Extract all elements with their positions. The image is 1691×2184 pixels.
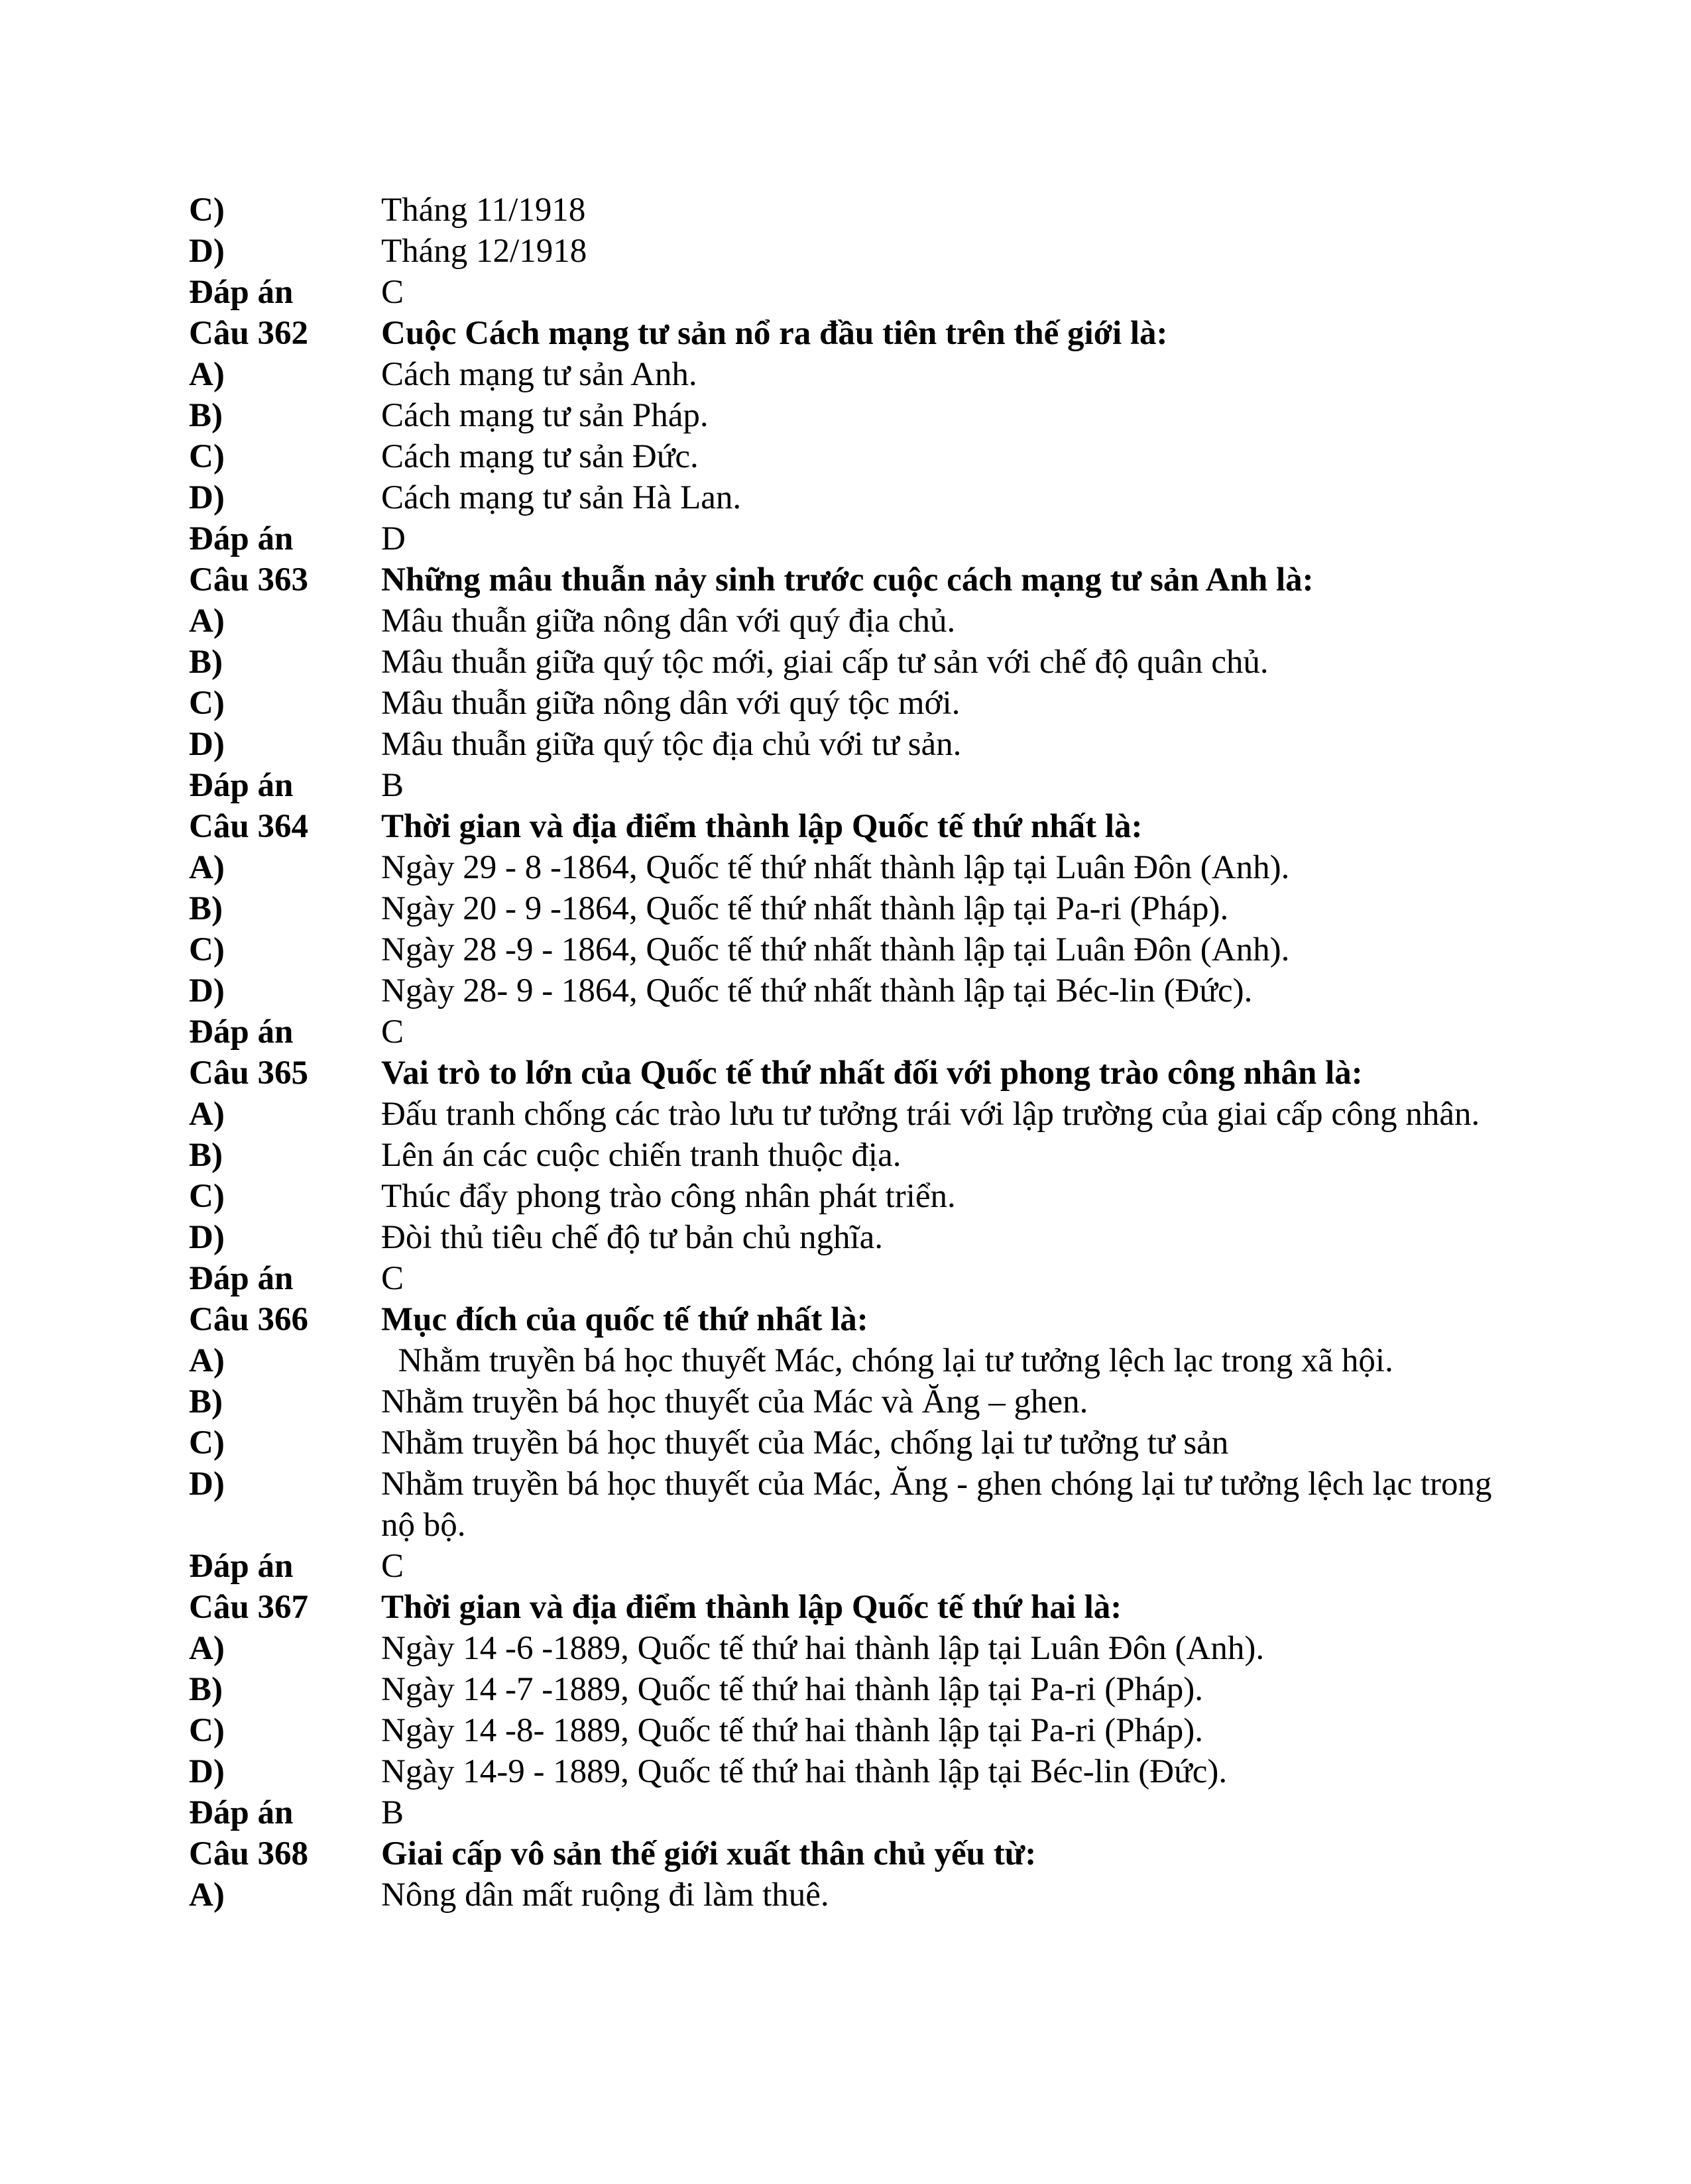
option-text: Ngày 29 - 8 -1864, Quốc tế thứ nhất thành lập tại Luân Đôn (Anh). <box>381 849 1290 886</box>
answer-label: Đáp án <box>189 1260 294 1297</box>
option-text: Nhằm truyền bá học thuyết của Mác, chống lại tư tưởng tư sản <box>381 1424 1229 1462</box>
option-letter: C) <box>189 1712 225 1749</box>
option-letter: D) <box>189 726 225 763</box>
option-text: Ngày 28- 9 - 1864, Quốc tế thứ nhất thành lập tại Béc-lin (Đức). <box>381 972 1253 1009</box>
option-row <box>189 1751 1515 1792</box>
question-row <box>189 313 1515 354</box>
option-text: Nông dân mất ruộng đi làm thuê. <box>381 1876 829 1914</box>
answer-value: B <box>381 767 404 804</box>
question-row <box>189 1833 1515 1874</box>
option-text: Ngày 28 -9 - 1864, Quốc tế thứ nhất thành lập tại Luân Đôn (Anh). <box>381 931 1290 968</box>
option-letter: D) <box>189 1219 225 1256</box>
question-number: Câu 366 <box>189 1301 308 1338</box>
option-letter: A) <box>189 1096 225 1133</box>
option-letter: D) <box>189 1753 225 1790</box>
answer-value: C <box>381 1548 404 1585</box>
option-letter: D) <box>189 972 225 1009</box>
option-row <box>189 929 1515 970</box>
option-row <box>189 642 1515 683</box>
option-text: Nhằm truyền bá học thuyết của Mác và Ăng – ghen. <box>381 1383 1088 1420</box>
answer-row <box>189 765 1515 806</box>
option-row <box>189 683 1515 724</box>
option-row <box>189 888 1515 929</box>
option-letter: A) <box>189 1342 225 1379</box>
answer-label: Đáp án <box>189 520 294 557</box>
answer-label: Đáp án <box>189 1548 294 1585</box>
option-letter: D) <box>189 1466 225 1503</box>
option-letter: C) <box>189 685 225 722</box>
question-text: Thời gian và địa điểm thành lập Quốc tế thứ nhất là: <box>381 808 1143 845</box>
option-text: Ngày 14 -6 -1889, Quốc tế thứ hai thành lập tại Luân Đôn (Anh). <box>381 1630 1265 1667</box>
answer-label: Đáp án <box>189 1794 294 1831</box>
option-text: Cách mạng tư sản Anh. <box>381 356 697 393</box>
question-number: Câu 368 <box>189 1835 308 1872</box>
question-number: Câu 367 <box>189 1589 308 1626</box>
option-text: Mâu thuẫn giữa nông dân với quý địa chủ. <box>381 603 956 640</box>
question-number: Câu 365 <box>189 1055 308 1092</box>
question-text: Những mâu thuẫn nảy sinh trước cuộc cách mạng tư sản Anh là: <box>381 561 1314 599</box>
option-row <box>189 1628 1515 1669</box>
question-number: Câu 364 <box>189 808 308 845</box>
option-letter: A) <box>189 1876 225 1914</box>
option-text: Đấu tranh chống các trào lưu tư tưởng trái với lập trường của giai cấp công nhân. <box>381 1096 1480 1133</box>
answer-value: D <box>381 520 406 557</box>
answer-label: Đáp án <box>189 1013 294 1051</box>
question-text: Thời gian và địa điểm thành lập Quốc tế thứ hai là: <box>381 1589 1122 1626</box>
question-row <box>189 1587 1515 1628</box>
option-text: Ngày 14 -7 -1889, Quốc tế thứ hai thành lập tại Pa-ri (Pháp). <box>381 1671 1204 1708</box>
option-text: Cách mạng tư sản Pháp. <box>381 397 709 434</box>
option-letter: B) <box>189 397 223 434</box>
option-letter: A) <box>189 603 225 640</box>
answer-value: B <box>381 1794 404 1831</box>
option-letter: C) <box>189 438 225 475</box>
option-text: Mâu thuẫn giữa quý tộc mới, giai cấp tư sản với chế độ quân chủ. <box>381 644 1269 681</box>
option-text: Ngày 20 - 9 -1864, Quốc tế thứ nhất thành lập tại Pa-ri (Pháp). <box>381 890 1229 927</box>
option-letter: D) <box>189 479 225 516</box>
option-text: Tháng 12/1918 <box>381 233 587 270</box>
option-row <box>189 395 1515 436</box>
answer-row <box>189 1011 1515 1053</box>
option-row <box>189 1340 1515 1381</box>
question-text: Cuộc Cách mạng tư sản nổ ra đầu tiên trên thế giới là: <box>381 315 1168 352</box>
option-text: Mâu thuẫn giữa nông dân với quý tộc mới. <box>381 685 961 722</box>
question-text: Mục đích của quốc tế thứ nhất là: <box>381 1301 868 1338</box>
option-row <box>189 1217 1515 1258</box>
option-text: Đòi thủ tiêu chế độ tư bản chủ nghĩa. <box>381 1219 884 1256</box>
answer-row <box>189 518 1515 559</box>
option-row <box>189 970 1515 1011</box>
option-letter: A) <box>189 356 225 393</box>
question-text: Vai trò to lớn của Quốc tế thứ nhất đối với phong trào công nhân là: <box>381 1055 1363 1092</box>
option-letter: B) <box>189 1383 223 1420</box>
option-row <box>189 1094 1515 1135</box>
option-text: Lên án các cuộc chiến tranh thuộc địa. <box>381 1137 902 1174</box>
option-letter: D) <box>189 233 225 270</box>
answer-value: C <box>381 274 404 311</box>
option-row <box>189 1874 1515 1916</box>
option-text: Nhằm truyền bá học thuyết Mác, chóng lại tư tưởng lệch lạc trong xã hội. <box>381 1342 1393 1379</box>
option-letter: A) <box>189 849 225 886</box>
option-text: Cách mạng tư sản Đức. <box>381 438 699 475</box>
option-letter: C) <box>189 931 225 968</box>
option-text: Cách mạng tư sản Hà Lan. <box>381 479 742 516</box>
option-row <box>189 1381 1515 1422</box>
answer-row <box>189 1258 1515 1299</box>
option-letter: B) <box>189 644 223 681</box>
answer-row <box>189 1546 1515 1587</box>
option-row <box>189 1422 1515 1464</box>
option-row <box>189 190 1515 231</box>
option-row <box>189 1710 1515 1751</box>
option-row <box>189 847 1515 888</box>
option-row <box>189 477 1515 518</box>
option-row <box>189 231 1515 272</box>
option-letter: B) <box>189 1671 223 1708</box>
answer-value: C <box>381 1260 404 1297</box>
question-list <box>189 190 1515 1916</box>
option-letter: B) <box>189 1137 223 1174</box>
option-row <box>189 436 1515 477</box>
option-row <box>189 601 1515 642</box>
question-row <box>189 806 1515 847</box>
question-number: Câu 362 <box>189 315 308 352</box>
option-row <box>189 1176 1515 1217</box>
answer-value: C <box>381 1013 404 1051</box>
option-text: Nhằm truyền bá học thuyết của Mác, Ăng - ghen chóng lại tư tưởng lệch lạc trong nộ bộ. <box>381 1466 1501 1544</box>
question-text: Giai cấp vô sản thế giới xuất thân chủ yếu từ: <box>381 1835 1037 1872</box>
option-row <box>189 1669 1515 1710</box>
option-letter: C) <box>189 1424 225 1462</box>
option-row <box>189 354 1515 395</box>
option-letter: B) <box>189 890 223 927</box>
option-text: Thúc đẩy phong trào công nhân phát triển. <box>381 1178 956 1215</box>
option-text: Mâu thuẫn giữa quý tộc địa chủ với tư sản. <box>381 726 962 763</box>
option-letter: C) <box>189 192 225 229</box>
question-row <box>189 559 1515 601</box>
option-text: Ngày 14 -8- 1889, Quốc tế thứ hai thành lập tại Pa-ri (Pháp). <box>381 1712 1204 1749</box>
option-row <box>189 1135 1515 1176</box>
option-text: Ngày 14-9 - 1889, Quốc tế thứ hai thành lập tại Béc-lin (Đức). <box>381 1753 1228 1790</box>
answer-label: Đáp án <box>189 767 294 804</box>
option-row <box>189 724 1515 765</box>
option-text: Tháng 11/1918 <box>381 192 586 229</box>
question-number: Câu 363 <box>189 561 308 599</box>
answer-label: Đáp án <box>189 274 294 311</box>
answer-row <box>189 1792 1515 1833</box>
option-letter: C) <box>189 1178 225 1215</box>
option-row <box>189 1464 1515 1546</box>
option-letter: A) <box>189 1630 225 1667</box>
question-row <box>189 1299 1515 1340</box>
answer-row <box>189 272 1515 313</box>
question-row <box>189 1053 1515 1094</box>
